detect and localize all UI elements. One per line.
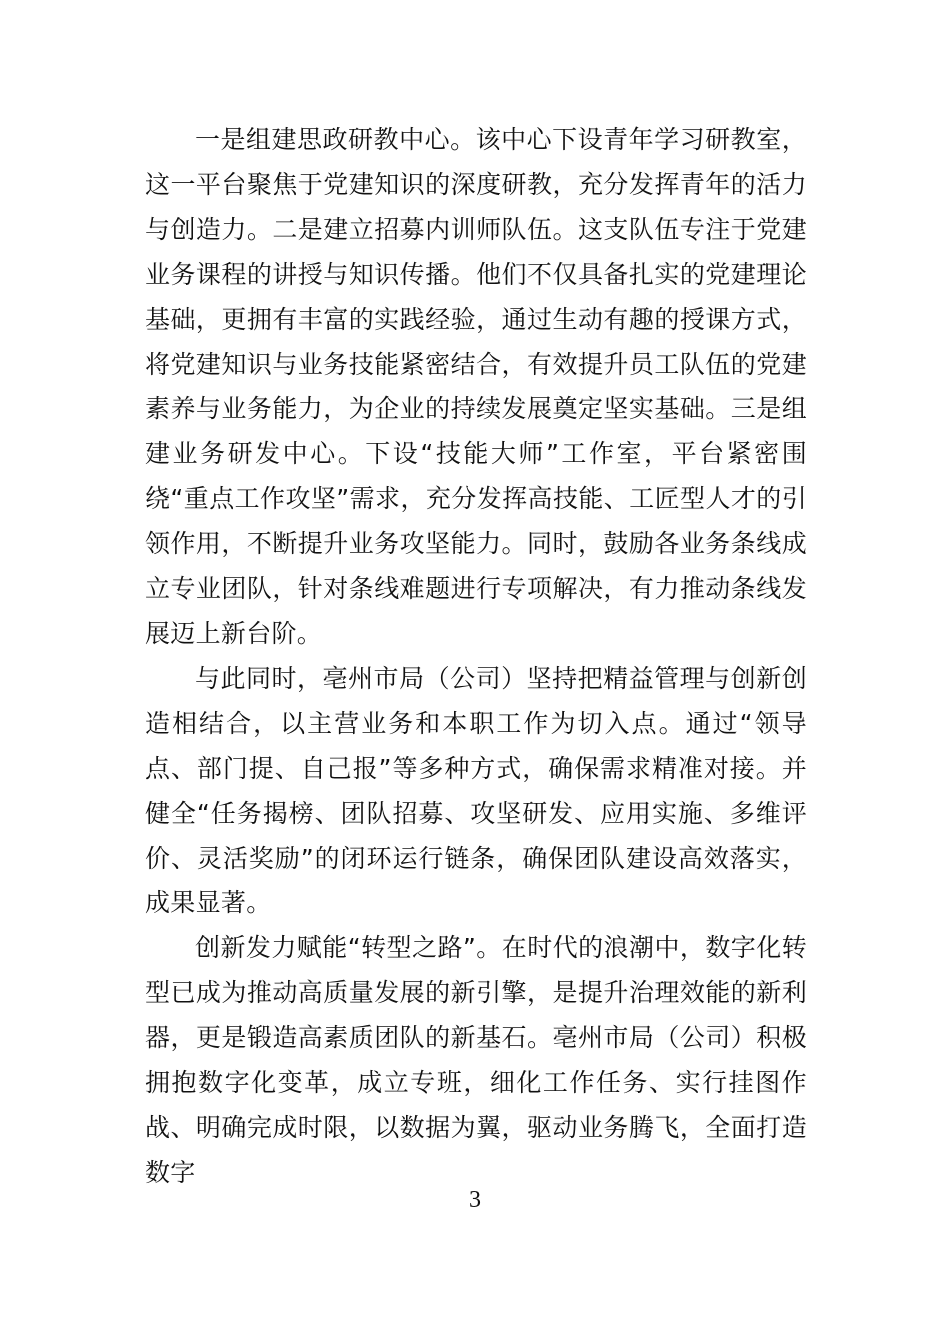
paragraph-3: 创新发力赋能“转型之路”。在时代的浪潮中，数字化转型已成为推动高质量发展的新引擎，是提升治理效能的新利器，更是锻造高素质团队的新基石。亳州市局（公司）积极拥抱数字化变革，成立专班，细化工作任务、实行挂图作战、明确完成时限，以数据为翼，驱动业务腾飞，全面打造数字 [145, 933, 807, 1187]
page-number: 3 [469, 1187, 481, 1213]
paragraph-1: 一是组建思政研教中心。该中心下设青年学习研教室，这一平台聚焦于党建知识的深度研教，充分发挥青年的活力与创造力。二是建立招募内训师队伍。这支队伍专注于党建业务课程的讲授与知识传播。他们不仅具备扎实的党建理论基础，更拥有丰富的实践经验，通过生动有趣的授课方式，将党建知识与业务技能紧密结合，有效提升员工队伍的党建素养与业务能力，为企业的持续发展奠定坚实基础。三是组建业务研发中心。下设“技能大师”工作室，平台紧密围绕“重点工作攻坚”需求，充分发挥高技能、工匠型人才的引领作用，不断提升业务攻坚能力。同时，鼓励各业务条线成立专业团队，针对条线难题进行专项解决，有力推动条线发展迈上新台阶。 [145, 125, 807, 648]
body-text [145, 118, 807, 1196]
paragraph-2: 与此同时，亳州市局（公司）坚持把精益管理与创新创造相结合，以主营业务和本职工作为切入点。通过“领导点、部门提、自己报”等多种方式，确保需求精准对接。并健全“任务揭榜、团队招募、攻坚研发、应用实施、多维评价、灵活奖励”的闭环运行链条，确保团队建设高效落实，成果显著。 [145, 663, 807, 918]
